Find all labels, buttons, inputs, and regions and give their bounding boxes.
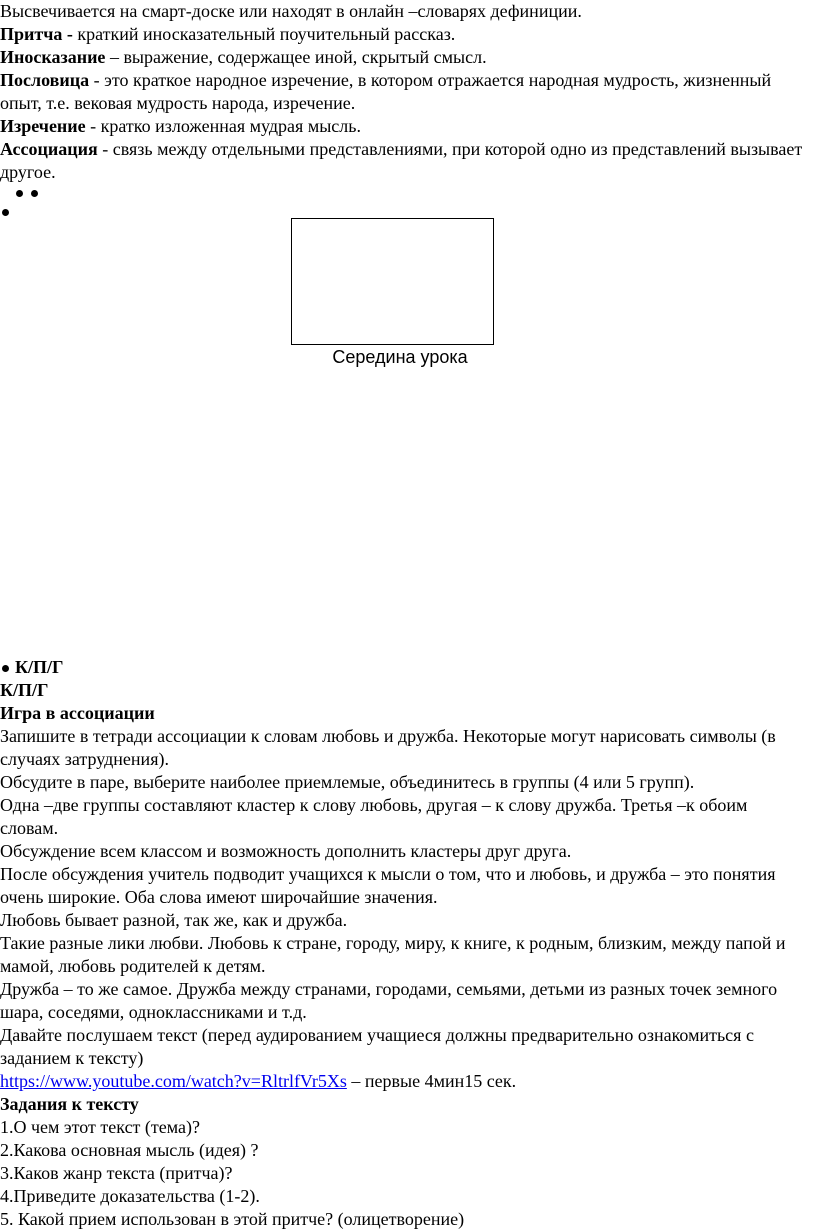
paragraph: Одна –две группы составляют кластер к слову любовь, другая – к слову дружба. Третья –к обоим словам. [0,795,748,838]
task-item: 1.О чем этот текст (тема)? [0,1117,201,1137]
image-frame [291,218,494,345]
term-parable: Притча - [0,24,73,44]
term-proverb: Пословица [0,70,90,90]
definitions-section [0,0,810,228]
term-association: Ассоциация [0,139,98,159]
paragraph: Запишите в тетради ассоциации к словам любовь и дружба. Некоторые могут нарисовать символы (в случаях затруднения). [0,726,776,769]
definition-text: - связь между отдельными представлениями, при которой одно из представлений вызывает другое. [0,139,803,182]
paragraph: Любовь бывает разной, так же, как и дружба. [0,910,348,930]
bullet-dot-icon [16,190,23,197]
paragraph: Такие разные лики любви. Любовь к стране, городу, миру, к книге, к родным, близким, между папой и мамой, любовь родителей к детям. [0,933,786,976]
definition-parable [0,23,810,46]
tasks-title-text: Задания к тексту [0,1094,139,1114]
definition-text: - кратко изложенная мудрая мысль. [85,116,361,136]
definition-allegory [0,46,810,69]
task-item: 2.Какова основная мысль (идея) ? [0,1140,259,1160]
game-title-text: Игра в ассоциации [0,703,155,723]
bullet-dot-icon [31,190,38,197]
paragraph: Обсудите в паре, выберите наиболее приемлемые, объединитесь в группы (4 или 5 групп). [0,772,695,792]
empty-bullets-row [0,184,810,206]
section-label-text: К/П/Г [0,680,49,700]
term-saying: Изречение [0,116,86,136]
paragraph: После обсуждения учитель подводит учащихся к мысли о том, что и любовь, и дружба – это понятия очень широкие. Оба слова имеют широчайшие значения. [0,864,776,907]
intro-line: Высвечивается на смарт-доске или находят в онлайн –словарях дефиниции. [0,1,582,21]
figure-caption: Середина урока [332,347,468,367]
definition-saying [0,115,810,138]
task-item: 4.Приведите доказательства (1-2). [0,1186,260,1206]
definition-text: - это краткое народное изречение, в котором отражается народная мудрость, жизненный опыт, т.е. вековая мудрость народа, изречение. [0,70,772,113]
term-allegory: Иносказание [0,47,106,67]
paragraph: Давайте послушаем текст (перед аудированием учащиеся должны предварительно ознакомиться с заданием к тексту) [0,1025,754,1068]
definition-text: – выражение, содержащее иной, скрытый смысл. [105,47,487,67]
paragraph: Обсуждение всем классом и возможность дополнить кластеры друг друга. [0,841,572,861]
task-item: 5. Какой прием использован в этой притче? (олицетворение) [0,1209,465,1229]
game-title [0,702,810,725]
lesson-section [0,656,810,1231]
task-item: 3.Каков жанр текста (притча)? [0,1163,233,1183]
definition-association [0,138,810,184]
video-link-line [0,1070,810,1093]
bullet-dot-icon [2,665,9,672]
paragraph: Дружба – то же самое. Дружба между странами, городами, семьями, детьми из разных точек земного шара, соседями, одноклассниками и т.д. [0,979,778,1022]
tasks-title [0,1093,810,1116]
video-link[interactable]: https://www.youtube.com/watch?v=RltrlfVr5Xs [0,1071,347,1091]
definition-proverb [0,69,810,115]
video-link-suffix: – первые 4мин15 сек. [346,1071,517,1091]
bulleted-label [0,656,810,679]
bullet-dot-icon [2,209,9,216]
section-label [0,679,810,702]
definition-text: краткий иносказательный поучительный рассказ. [72,24,456,44]
bullet-label-text: К/П/Г [15,657,64,677]
